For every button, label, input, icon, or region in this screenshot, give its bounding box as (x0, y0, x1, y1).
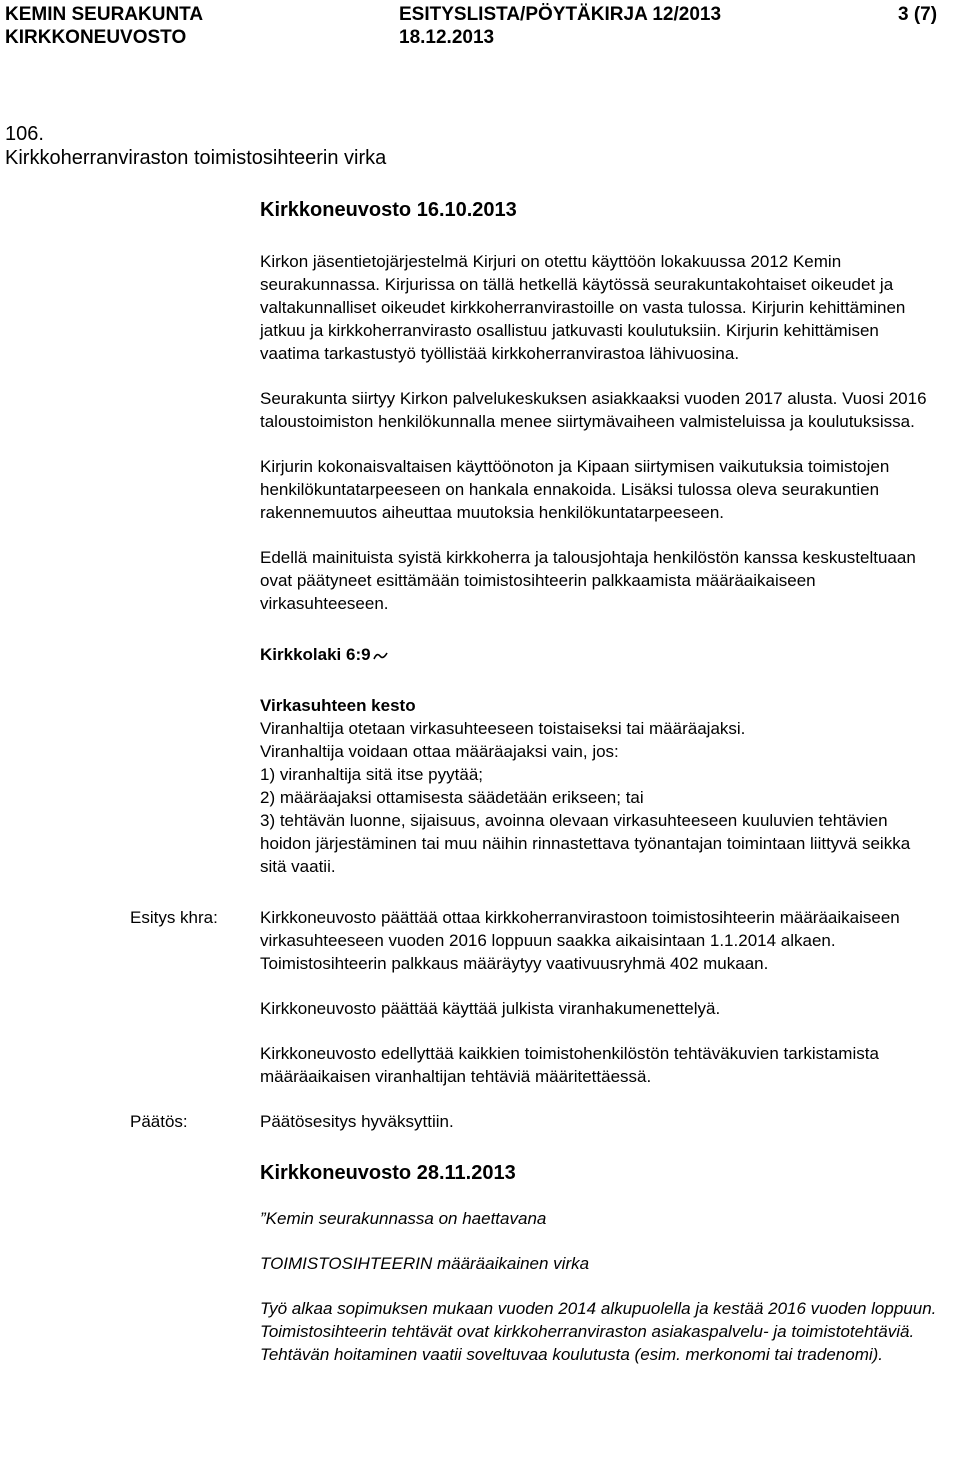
header-middle (399, 3, 721, 49)
header-body: KIRKKONEUVOSTO (5, 27, 187, 48)
announcement-paragraph: Työ alkaa sopimuksen mukaan vuoden 2014 alkupuolella ja kestää 2016 vuoden loppuun. Toimistosihteerin tehtävät ovat kirkkoherranviraston asiakaspalvelu- ja toimistotehtäviä. Tehtävän hoitaminen vaatii soveltuvaa koulutusta (esim. merkonomi tai tradenomi). (260, 1299, 937, 1364)
announcement-line: ”Kemin seurakunnassa on haettavana (260, 1209, 547, 1228)
section-title: Kirkkoherranviraston toimistosihteerin virka (5, 147, 387, 169)
proposal-paragraph: Kirkkoneuvosto päättää ottaa kirkkoherranvirastoon toimistosihteerin määräaikaiseen virkasuhteeseen vuoden 2016 loppuun saakka aikaisintaan 1.1.2014 alkaen. Toimistosihteerin palkkaus määräytyy vaativuusryhmä 402 mukaan. (260, 908, 900, 973)
law-subheading: Virkasuhteen kesto (260, 696, 416, 715)
header-doc-type: ESITYSLISTA/PÖYTÄKIRJA 12/2013 (399, 4, 722, 25)
header-page-number: 3 (7) (898, 4, 938, 25)
proposal-paragraph: Kirkkoneuvosto päättää käyttää julkista viranhakumenettelyä. (260, 999, 721, 1018)
document-body (130, 198, 940, 1366)
header-left (5, 3, 203, 49)
law-line: 3) tehtävän luonne, sijaisuus, avoinna olevaan virkasuhteeseen kuuluvien tehtävien hoidon järjestäminen tai muu näihin rinnastettava työnantajan toimintaan liittyvä seikka sitä vaatii. (260, 811, 911, 876)
proposal-row (130, 906, 940, 975)
paragraph: Seurakunta siirtyy Kirkon palvelukeskuksen asiakkaaksi vuoden 2017 alusta. Vuosi 2016 taloustoimiston henkilökunnalla menee siirtymävaiheen valmisteluissa ja koulutuksissa. (260, 389, 927, 431)
header-org: KEMIN SEURAKUNTA (5, 4, 204, 25)
paragraph: Kirjurin kokonaisvaltaisen käyttöönoton ja Kipaan siirtymisen vaikutuksia toimistojen henkilökuntatarpeeseen on hankala ennakoida. Lisäksi tulossa oleva seurakuntien rakennemuutos aiheuttaa muutoksia henkilökuntatarpeeseen. (260, 457, 890, 522)
section-number: 106. (5, 123, 44, 145)
law-heading-text: Kirkkolaki 6:9 (260, 645, 371, 664)
squiggle-icon (373, 651, 389, 661)
decision-text: Päätösesitys hyväksyttiin. (260, 1112, 454, 1131)
header-right (898, 3, 937, 26)
law-line: Viranhaltija otetaan virkasuhteeseen toistaiseksi tai määräajaksi. (260, 719, 746, 738)
meeting-heading-1: Kirkkoneuvosto 16.10.2013 (260, 199, 517, 221)
law-line: 1) viranhaltija sitä itse pyytää; (260, 765, 483, 784)
decision-row (130, 1110, 940, 1133)
announcement-line: TOIMISTOSIHTEERIN määräaikainen virka (260, 1254, 590, 1273)
paragraph: Kirkon jäsentietojärjestelmä Kirjuri on otettu käyttöön lokakuussa 2012 Kemin seurakunnassa. Kirjurissa on tällä hetkellä käytössä seurakuntakohtaiset oikeudet ja valtakunnalliset oikeudet kirkkoherranvirastoille on vasta tulossa. Kirjurin kehittäminen jatkuu ja kirkkoherranvirasto osallistuu jatkuvasti koulutuksiin. Kirjurin kehittämisen vaatima tarkastustyö työllistää kirkkoherranvirastoa lähivuosina. (260, 252, 906, 363)
header-date: 18.12.2013 (399, 27, 495, 48)
decision-label: Päätös: (130, 1112, 188, 1131)
law-line: 2) määräajaksi ottamisesta säädetään erikseen; tai (260, 788, 644, 807)
paragraph: Edellä mainituista syistä kirkkoherra ja talousjohtaja henkilöstön kanssa keskusteltuaan ovat päätyneet esittämään toimistosihteerin palkkaamista määräaikaiseen virkasuhteeseen. (260, 548, 916, 613)
law-heading (260, 643, 940, 666)
law-line: Viranhaltija voidaan ottaa määräajaksi vain, jos: (260, 742, 619, 761)
meeting-heading-2: Kirkkoneuvosto 28.11.2013 (260, 1162, 516, 1184)
proposal-label: Esitys khra: (130, 908, 218, 927)
proposal-paragraph: Kirkkoneuvosto edellyttää kaikkien toimistohenkilöstön tehtäväkuvien tarkistamista määräaikaisen viranhaltijan tehtäviä määritettäessä. (260, 1044, 879, 1086)
